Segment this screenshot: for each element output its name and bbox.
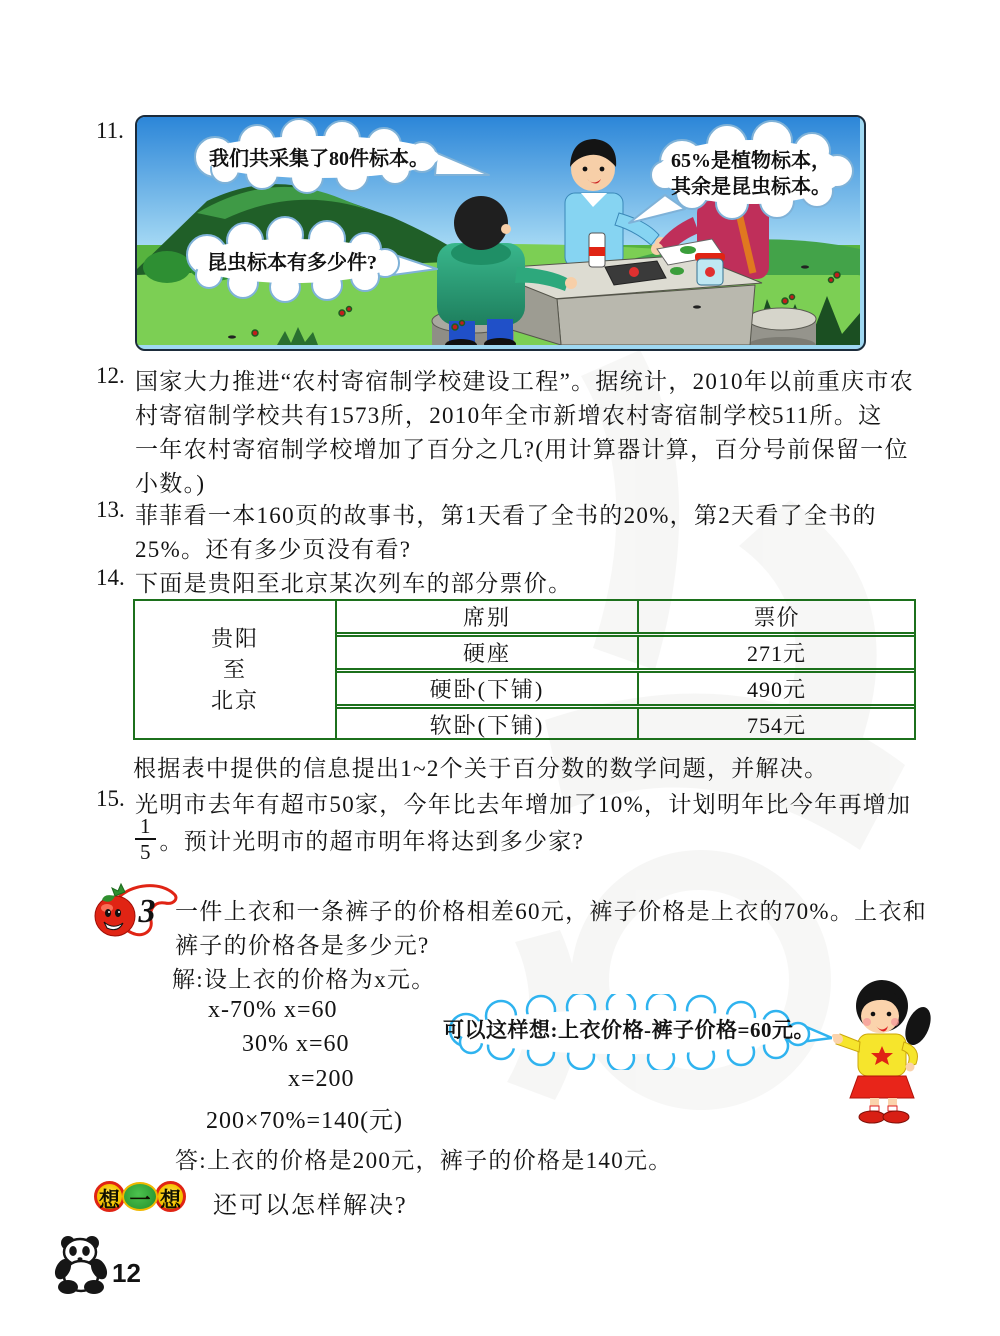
problem-14-followup: 根据表中提供的信息提出1~2个关于百分数的数学问题，并解决。 (133, 756, 829, 781)
example-3-line1: 一件上衣和一条裤子的价格相差60元，裤子价格是上衣的70%。上衣和 (175, 899, 928, 924)
seat-price: 490元 (746, 677, 806, 702)
example-3-line2: 裤子的价格各是多少元? (175, 933, 430, 958)
problem-14-number: 14. (96, 565, 125, 590)
problem-14-intro: 下面是贵阳至北京某次列车的部分票价。 (135, 571, 573, 596)
bubble-percent-line1: 65%是植物标本， (671, 150, 831, 172)
problem-15-line1: 光明市去年有超市50家，今年比去年增加了10%，计划明年比今年再增加 (135, 792, 912, 817)
fare-row-soft-sleeper (337, 709, 914, 740)
seat-price: 271元 (746, 641, 806, 666)
fare-header-row (337, 601, 914, 637)
panda-icon (52, 1233, 114, 1295)
example-3-answer: 答:上衣的价格是200元，裤子的价格是140元。 (175, 1148, 673, 1173)
fare-row-hard-seat (337, 637, 914, 673)
seat-type: 硬卧(下铺) (337, 673, 639, 704)
fare-table (133, 599, 916, 740)
pointing-girl-illustration (832, 972, 942, 1124)
problem-15-line2 (135, 814, 584, 864)
route-to-char: 至 (222, 657, 247, 682)
route-from: 贵阳 (210, 626, 259, 651)
bubble-total-text: 我们共采集了80件标本。 (209, 148, 429, 170)
problem-12-line2: 村寄宿制学校共有1573所，2010年全市新增农村寄宿制学校511所。这 (135, 403, 883, 428)
example-3-badge-number: 3 (138, 893, 156, 930)
think-badge-2: 一 (122, 1182, 158, 1211)
page-number: 12 (112, 1258, 141, 1288)
fraction-one-fifth (135, 814, 156, 864)
equation-1: x-70% x=60 (208, 997, 338, 1023)
problem-15-line2-text: 。预计光明市的超市明年将达到多少家? (159, 828, 585, 854)
equation-3: x=200 (288, 1066, 355, 1092)
problem-11-illustration (135, 115, 866, 351)
problem-13-line1: 菲菲看一本160页的故事书，第1天看了全书的20%，第2天看了全书的 (135, 503, 877, 528)
equation-4: 200×70%=140(元) (206, 1108, 404, 1134)
route-dest: 北京 (210, 688, 259, 713)
equation-2: 30% x=60 (242, 1031, 350, 1057)
fare-col-price: 票价 (753, 605, 800, 630)
hint-text: 可以这样想:上衣价格-裤子价格=60元。 (443, 1018, 815, 1042)
think-badge-3: 想 (155, 1181, 186, 1212)
problem-12-line3: 一年农村寄宿制学校增加了百分之几?(用计算器计算，百分号前保留一位 (135, 437, 909, 462)
problem-15-number: 15. (96, 786, 125, 811)
problem-12-line4: 小数。) (135, 471, 206, 496)
fare-route-cell (135, 601, 337, 738)
problem-12-line1: 国家大力推进“农村寄宿制学校建设工程”。据统计，2010年以前重庆市农 (135, 369, 914, 394)
fraction-denominator: 5 (140, 840, 151, 864)
seat-type: 硬座 (337, 637, 639, 668)
example-3-tomato-icon (90, 880, 182, 942)
problem-11-number: 11. (96, 118, 124, 143)
think-badge-1: 想 (94, 1181, 125, 1212)
stool-right (748, 308, 816, 345)
seat-price: 754元 (746, 713, 806, 738)
fare-col-seat: 席别 (337, 601, 639, 632)
problem-12-number: 12. (96, 363, 125, 388)
problem-13-number: 13. (96, 497, 125, 522)
hint-cloud (426, 994, 832, 1070)
bubble-question-text: 昆虫标本有多少件? (207, 252, 377, 274)
problem-13-line2: 25%。还有多少页没有看? (135, 537, 412, 562)
fare-row-hard-sleeper (337, 673, 914, 709)
example-3-solve: 解:设上衣的价格为x元。 (172, 967, 436, 992)
think-question: 还可以怎样解决? (213, 1193, 408, 1219)
fraction-numerator: 1 (135, 814, 156, 840)
bubble-percent-line2: 其余是昆虫标本。 (671, 176, 831, 198)
seat-type: 软卧(下铺) (337, 709, 639, 740)
think-badge-group (94, 1181, 186, 1212)
